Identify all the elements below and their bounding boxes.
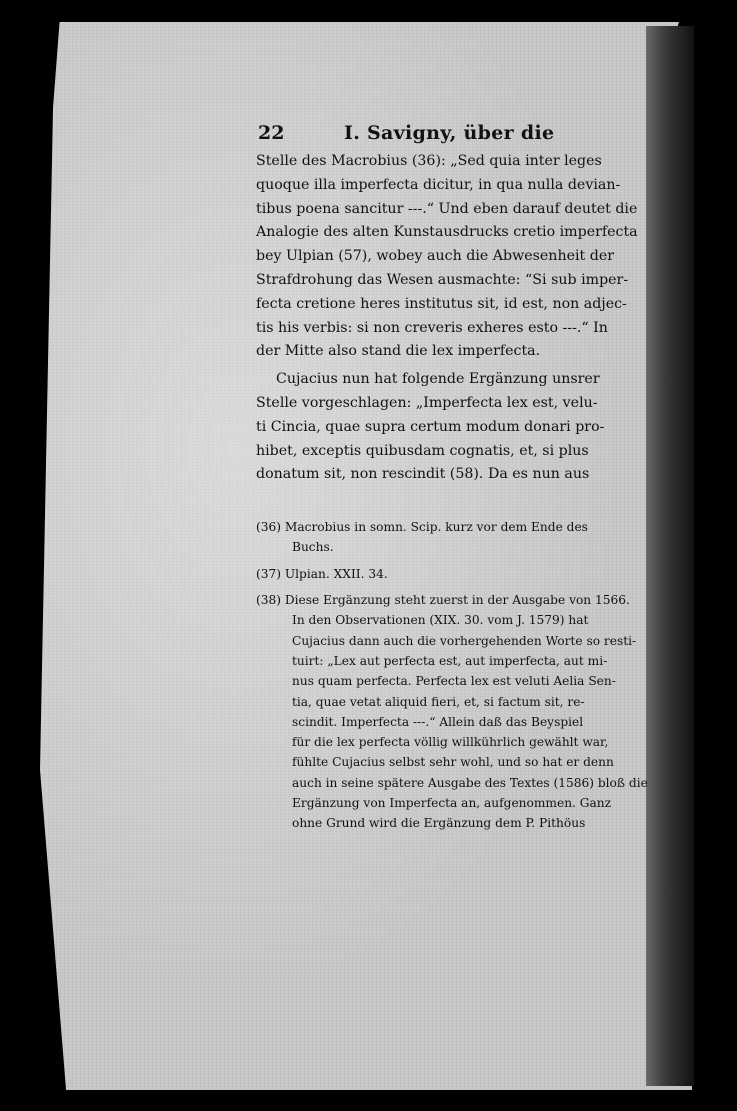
running-title: I. Savigny, über die xyxy=(344,122,555,144)
footnote-line: nus quam perfecta. Perfecta lex est veluti Aelia Sen- xyxy=(292,674,616,689)
footnote-line: (37) Ulpian. XXII. 34. xyxy=(256,566,388,581)
footnote-line: tuirt: „Lex aut perfecta est, aut imperfecta, aut mi- xyxy=(292,653,608,668)
body-line: Cujacius nun hat folgende Ergänzung unsrer xyxy=(276,371,600,388)
body-line: ti Cincia, quae supra certum modum donari pro- xyxy=(256,418,605,435)
footnote-line: Cujacius dann auch die vorhergehenden Worte so resti- xyxy=(292,633,637,648)
running-head xyxy=(256,122,648,144)
footnote-line: fühlte Cujacius selbst sehr wohl, und so hat er denn xyxy=(292,755,614,770)
body-line: Stelle des Macrobius (36): „Sed quia inter leges xyxy=(256,153,602,169)
body-line: tis his verbis: si non creveris exheres esto ---.“ In xyxy=(256,319,608,336)
body-line: Stelle vorgeschlagen: „Imperfecta lex est, velu- xyxy=(256,394,598,411)
body-line: fecta cretione heres institutus sit, id est, non adjec- xyxy=(256,295,627,312)
footnote-line: tia, quae vetat aliquid fieri, et, si factum sit, re- xyxy=(292,694,585,709)
footnote-line: Ergänzung von Imperfecta an, aufgenommen. Ganz xyxy=(292,796,612,811)
body-line: donatum sit, non rescindit (58). Da es nun aus xyxy=(256,466,590,483)
page-text xyxy=(256,122,648,834)
body-line: Analogie des alten Kunstausdrucks cretio imperfecta xyxy=(256,224,638,241)
footnote-38 xyxy=(256,590,648,834)
body-line: tibus poena sancitur ---.“ Und eben darauf deutet die xyxy=(256,200,638,217)
paragraph-1 xyxy=(256,150,648,364)
footnote-line: In den Observationen (XIX. 30. vom J. 1579) hat xyxy=(292,613,589,628)
footnote-line: scindit. Imperfecta ---.“ Allein daß das Beyspiel xyxy=(292,714,584,729)
body-line: quoque illa imperfecta dicitur, in qua nulla devian- xyxy=(256,176,621,193)
footnote-36 xyxy=(256,517,648,558)
footnotes xyxy=(256,517,648,833)
footnote-line: für die lex perfecta völlig willkührlich gewählt war, xyxy=(292,735,609,750)
body-line: der Mitte also stand die lex imperfecta. xyxy=(256,343,541,360)
body-line: Strafdrohung das Wesen ausmachte: “Si sub imper- xyxy=(256,271,629,288)
footnote-line: (38) Diese Ergänzung steht zuerst in der Ausgabe von 1566. xyxy=(256,593,630,608)
footnote-line: ohne Grund wird die Ergänzung dem P. Pithöus xyxy=(292,816,586,831)
body-line: hibet, exceptis quibusdam cognatis, et, si plus xyxy=(256,442,589,459)
paragraph-2 xyxy=(256,368,648,487)
footnote-line: auch in seine spätere Ausgabe des Textes (1586) bloß die xyxy=(292,775,648,790)
body-line: bey Ulpian (57), wobey auch die Abwesenheit der xyxy=(256,248,614,265)
footnote-37 xyxy=(256,564,648,584)
page-fold-shadow xyxy=(646,26,694,1086)
page-number: 22 xyxy=(258,122,285,144)
footnote-line: Buchs. xyxy=(292,540,334,555)
footnote-line: (36) Macrobius in somn. Scip. kurz vor dem Ende des xyxy=(256,520,588,535)
